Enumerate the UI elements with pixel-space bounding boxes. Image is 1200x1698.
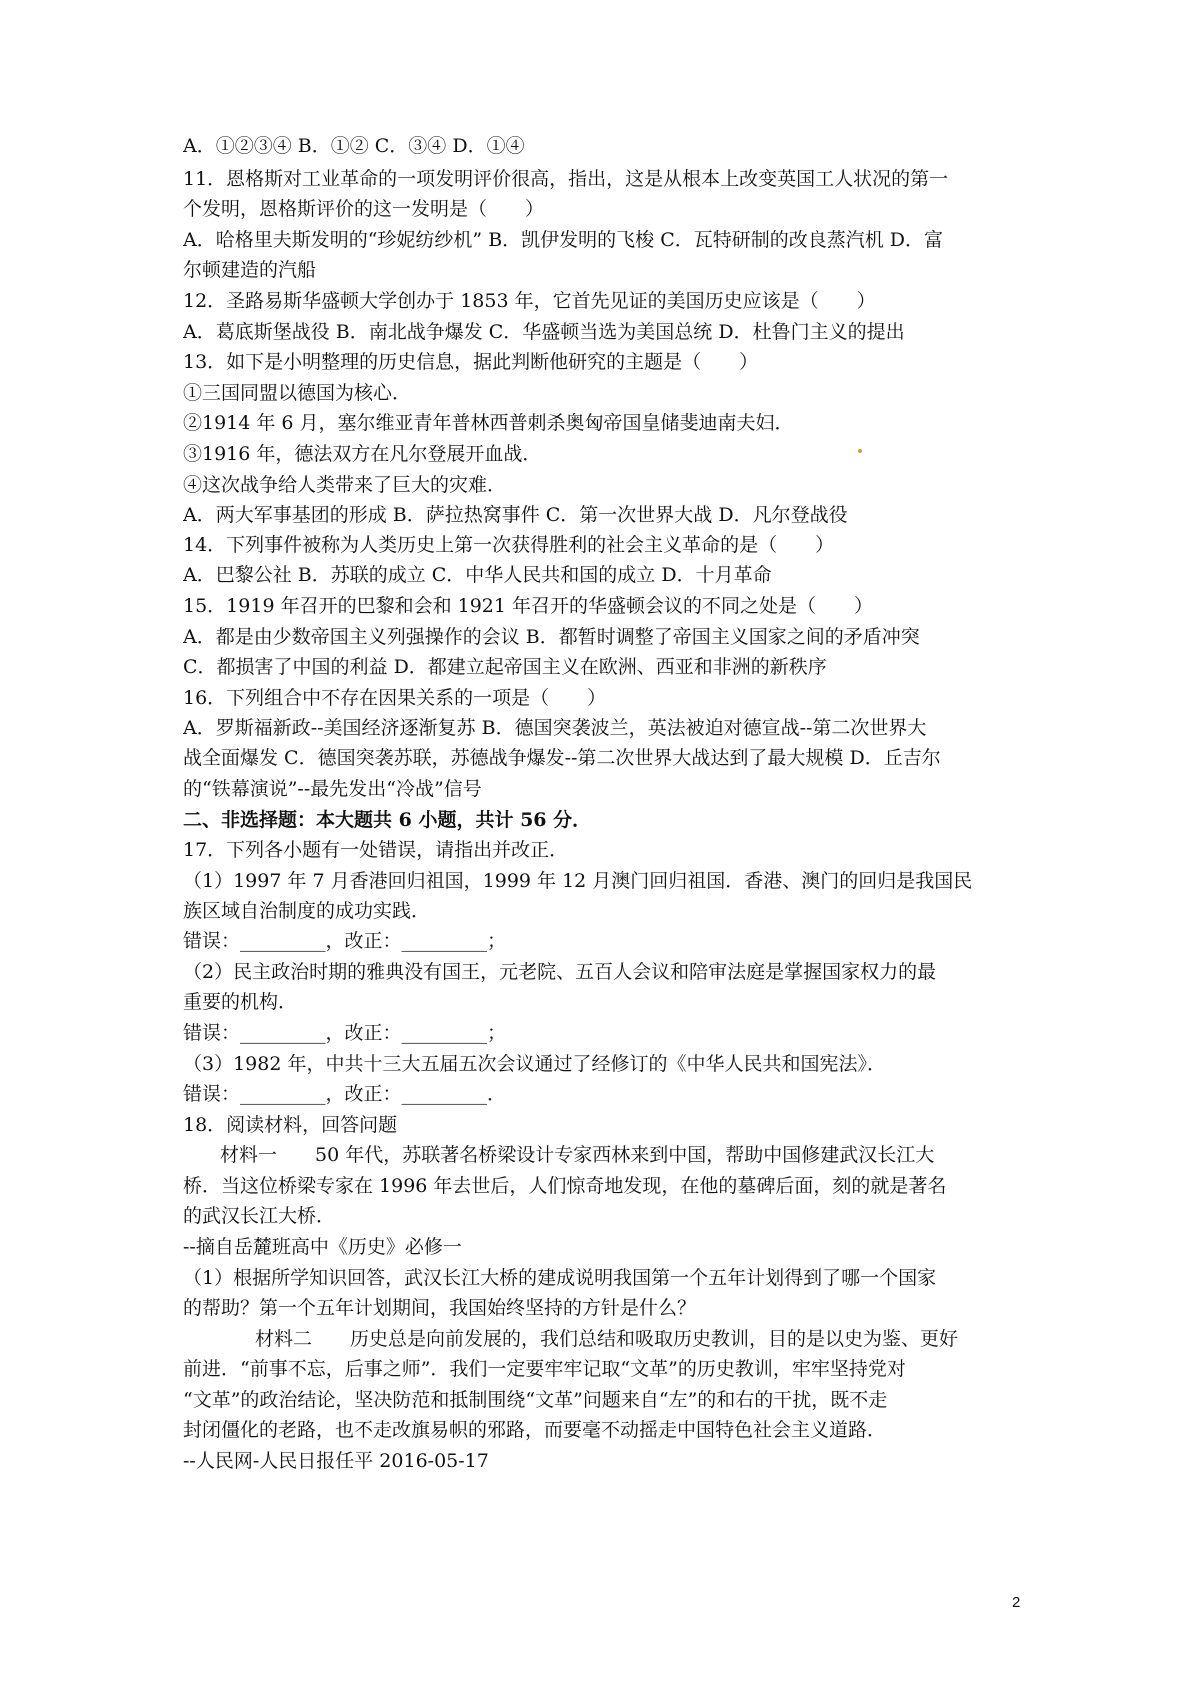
q13-stem: 13．如下是小明整理的历史信息，据此判断他研究的主题是（ ） [183, 351, 759, 373]
q13-info-2: ②1914 年 6 月，塞尔维亚青年普林西普刺杀奥匈帝国皇储斐迪南夫妇． [183, 412, 794, 434]
section-heading: 二、非选择题：本大题共 6 小题，共计 56 分． [183, 809, 592, 831]
q13-options: A．两大军事基团的形成 B．萨拉热窝事件 C．第一次世界大战 D．凡尔登战役 [183, 504, 848, 526]
material-1-source: --摘自岳麓班高中《历史》必修一 [183, 1236, 462, 1258]
material-1-line3: 的武汉长江大桥． [183, 1205, 336, 1227]
q17-2-answer-blank: 错误：_________，改正：_________； [183, 1022, 507, 1044]
material-2-line3: “文革”的政治结论，坚决防范和抵制围绕“文革”问题来自“左”的和右的干扰，既不走 [183, 1389, 888, 1411]
q11-stem-line2: 个发明，恩格斯评价的这一发明是（ ） [183, 198, 545, 220]
material-2-source: --人民网-人民日报任平 2016-05-17 [183, 1450, 489, 1472]
q16-options-line1: A．罗斯福新政--美国经济逐渐复苏 B．德国突袭波兰，英法被迫对德宣战--第二次世界大 [183, 717, 927, 739]
q17-3-line1: （3）1982 年，中共十三大五届五次会议通过了经修订的《中华人民共和国宪法》． [183, 1053, 886, 1075]
q18-stem: 18．阅读材料，回答问题 [183, 1114, 398, 1136]
q18-1-line1: （1）根据所学知识回答，武汉长江大桥的建成说明我国第一个五年计划得到了哪一个国家 [183, 1267, 937, 1289]
q16-stem: 16．下列组合中不存在因果关系的一项是（ ） [183, 687, 607, 709]
material-2-line1: 材料二 历史总是向前发展的，我们总结和吸取历史教训，目的是以史为鉴、更好 [255, 1328, 959, 1350]
material-1-line2: 桥．当这位桥梁专家在 1996 年去世后，人们惊奇地发现，在他的墓碑后面，刻的就是著名 [183, 1175, 947, 1197]
q17-1-line2: 族区域自治制度的成功实践． [183, 900, 431, 922]
q11-options-line2: 尔顿建造的汽船 [183, 259, 317, 281]
q17-3-answer-blank: 错误：_________，改正：_________． [183, 1083, 507, 1105]
q13-info-4: ④这次战争给人类带来了巨大的灾难． [183, 474, 507, 496]
q12-stem: 12．圣路易斯华盛顿大学创办于 1853 年，它首先见证的美国历史应该是（ ） [183, 290, 876, 312]
material-2-line4: 封闭僵化的老路，也不走改旗易帜的邪路，而要毫不动摇走中国特色社会主义道路． [183, 1419, 887, 1441]
q17-2-line1: （2）民主政治时期的雅典没有国王，元老院、五百人会议和陪审法庭是掌握国家权力的最 [183, 961, 937, 983]
q11-stem-line1: 11．恩格斯对工业革命的一项发明评价很高，指出，这是从根本上改变英国工人状况的第一 [183, 168, 949, 190]
q16-options-line3: 的“铁幕演说”--最先发出“冷战”信号 [183, 778, 482, 800]
q15-options-line1: A．都是由少数帝国主义列强操作的会议 B．都暂时调整了帝国主义国家之间的矛盾冲突 [183, 626, 920, 648]
q14-options: A．巴黎公社 B．苏联的成立 C．中华人民共和国的成立 D．十月革命 [183, 564, 772, 586]
q14-stem: 14．下列事件被称为人类历史上第一次获得胜利的社会主义革命的是（ ） [183, 534, 835, 556]
q15-options-line2: C．都损害了中国的利益 D．都建立起帝国主义在欧洲、西亚和非洲的新秩序 [183, 656, 827, 678]
q18-1-line2: 的帮助？第一个五年计划期间，我国始终坚持的方针是什么？ [183, 1297, 697, 1319]
material-1-line1: 材料一 50 年代，苏联著名桥梁设计专家西林来到中国，帮助中国修建武汉长江大 [220, 1144, 935, 1166]
q13-info-1: ①三国同盟以德国为核心． [183, 382, 412, 404]
q17-2-line2: 重要的机构． [183, 991, 298, 1013]
q16-options-line2: 战全面爆发 C．德国突袭苏联，苏德战争爆发--第二次世界大战达到了最大规模 D．丘吉尔 [183, 747, 941, 769]
q12-options: A．葛底斯堡战役 B．南北战争爆发 C．华盛顿当选为美国总统 D．杜鲁门主义的提出 [183, 321, 905, 343]
q17-stem: 17．下列各小题有一处错误，请指出并改正． [183, 839, 569, 861]
q15-stem: 15．1919 年召开的巴黎和会和 1921 年召开的华盛顿会议的不同之处是（ ） [183, 595, 874, 617]
page-number: 2 [1012, 1594, 1021, 1611]
q11-options-line1: A．哈格里夫斯发明的“珍妮纺纱机” B．凯伊发明的飞梭 C．瓦特研制的改良蒸汽机 D．富 [183, 229, 944, 251]
q10-options: A．①②③④ B．①② C．③④ D．①④ [183, 135, 525, 157]
material-2-line2: 前进．“前事不忘，后事之师”．我们一定要牢牢记取“文革”的历史教训，牢牢坚持党对 [183, 1358, 906, 1380]
q17-1-answer-blank: 错误：_________，改正：_________； [183, 930, 507, 952]
q13-info-3: ③1916 年，德法双方在凡尔登展开血战． [183, 443, 542, 465]
q17-1-line1: （1）1997 年 7 月香港回归祖国，1999 年 12 月澳门回归祖国．香港、澳门的回归是我国民 [183, 870, 973, 892]
